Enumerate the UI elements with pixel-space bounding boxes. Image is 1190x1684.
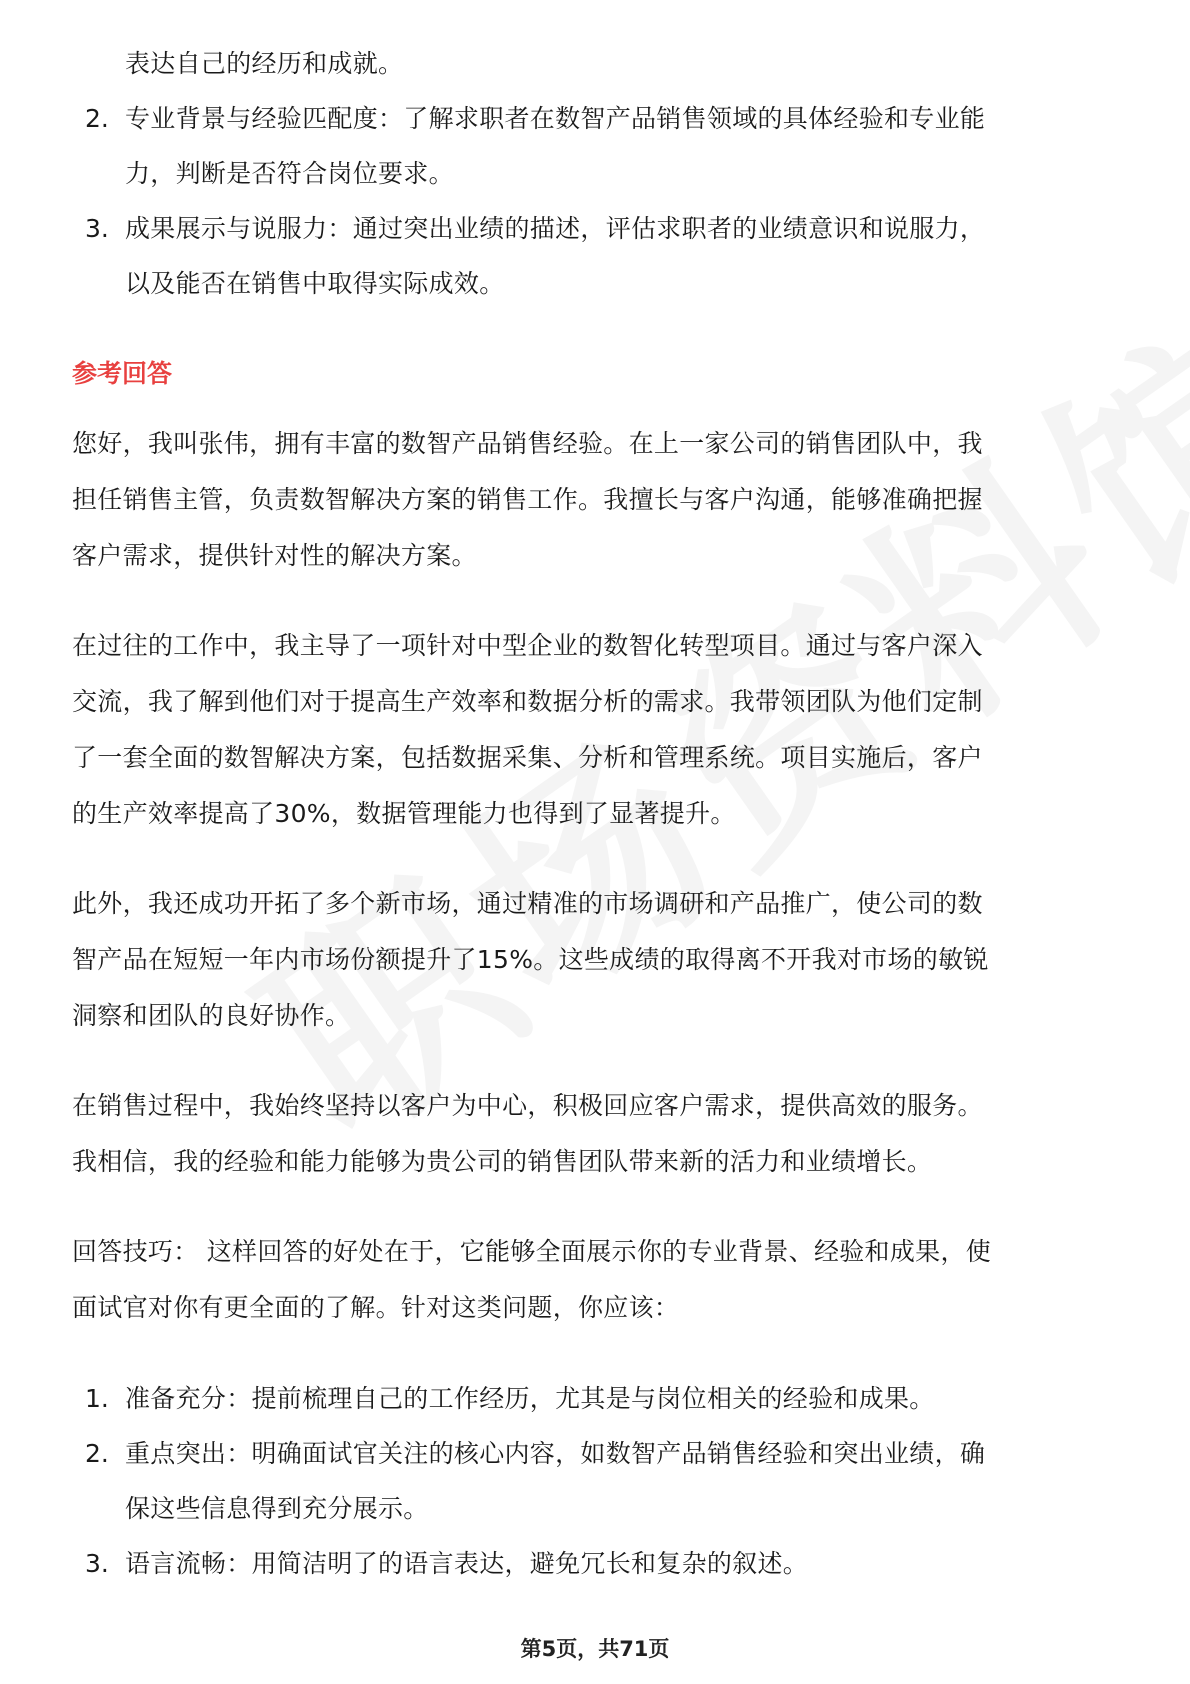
list-item-text: 以及能否在销售中取得实际成效。 <box>125 269 505 298</box>
paragraph-line: 担任销售主管，负责数智解决方案的销售工作。我擅长与客户沟通，能够准确把握 <box>72 485 983 514</box>
list-number: 3. <box>85 1549 109 1578</box>
paragraph-line: 客户需求，提供针对性的解决方案。 <box>72 541 477 570</box>
watermark <box>127 396 1094 1323</box>
list-item-text: 重点突出：明确面试官关注的核心内容，如数智产品销售经验和突出业绩，确 <box>125 1439 986 1468</box>
paragraph-line: 洞察和团队的良好协作。 <box>72 1001 351 1030</box>
list-item-text: 语言流畅：用简洁明了的语言表达，避免冗长和复杂的叙述。 <box>125 1549 809 1578</box>
page-footer: 第5页，共71页 <box>520 1637 670 1661</box>
paragraph-line: 的生产效率提高了30%，数据管理能力也得到了显著提升。 <box>72 799 736 828</box>
list-number: 2. <box>85 1439 109 1468</box>
list-number: 3. <box>85 214 109 243</box>
list-number: 2. <box>85 104 109 133</box>
paragraph-line: 智产品在短短一年内市场份额提升了15%。这些成绩的取得离不开我对市场的敏锐 <box>72 945 989 974</box>
list-item-text: 准备充分：提前梳理自己的工作经历，尤其是与岗位相关的经验和成果。 <box>125 1384 935 1413</box>
list-item-text: 力，判断是否符合岗位要求。 <box>125 159 454 188</box>
list-item-text: 保这些信息得到充分展示。 <box>125 1494 429 1523</box>
paragraph-line: 我相信，我的经验和能力能够为贵公司的销售团队带来新的活力和业绩增长。 <box>72 1147 933 1176</box>
paragraph-line: 您好，我叫张伟，拥有丰富的数智产品销售经验。在上一家公司的销售团队中，我 <box>72 429 983 458</box>
paragraph-line: 在销售过程中，我始终坚持以客户为中心，积极回应客户需求，提供高效的服务。 <box>72 1091 983 1120</box>
list-item-continuation: 表达自己的经历和成就。 <box>125 49 404 78</box>
paragraph-line: 面试官对你有更全面的了解。针对这类问题，你应该： <box>72 1293 680 1322</box>
paragraph-line: 交流，我了解到他们对于提高生产效率和数据分析的需求。我带领团队为他们定制 <box>72 687 983 716</box>
list-item-text: 成果展示与说服力：通过突出业绩的描述，评估求职者的业绩意识和说服力， <box>125 214 986 243</box>
list-number: 1. <box>85 1384 109 1413</box>
paragraph-line: 了一套全面的数智解决方案，包括数据采集、分析和管理系统。项目实施后，客户 <box>72 743 983 772</box>
section-heading: 参考回答 <box>72 359 173 388</box>
paragraph-line: 在过往的工作中，我主导了一项针对中型企业的数智化转型项目。通过与客户深入 <box>72 631 983 660</box>
paragraph-line: 此外，我还成功开拓了多个新市场，通过精准的市场调研和产品推广，使公司的数 <box>72 889 983 918</box>
paragraph-line: 回答技巧： 这样回答的好处在于，它能够全面展示你的专业背景、经验和成果，使 <box>72 1237 992 1266</box>
list-item-text: 专业背景与经验匹配度：了解求职者在数智产品销售领域的具体经验和专业能 <box>125 104 986 133</box>
